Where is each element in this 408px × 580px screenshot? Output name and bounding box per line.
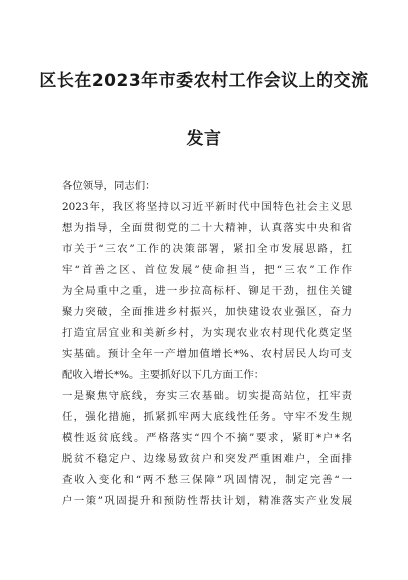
body-line: 打造宜居宜业和美新乡村，为实现农业农村现代化奠定坚 (62, 327, 352, 339)
salutation: 各位领导，同志们： (62, 180, 156, 192)
body-line: 牢“首善之区、首位发展”使命担当，把“三农”工作作 (62, 264, 352, 276)
body-line: 市关于“三农”工作的决策部署，紧扣全市发展思路，扛 (62, 243, 352, 255)
body-line: 模性返贫底线。严格落实“四个不摘”要求，紧盯*户*名 (62, 432, 352, 444)
body-line: 聚力突破，全面推进乡村振兴，加快建设农业强区，奋力 (62, 306, 352, 318)
body-line: 配收入增长*%。主要抓好以下几方面工作： (62, 369, 265, 381)
body-line: 户一策”巩固提升和预防性帮扶计划，精准落实产业发展 (62, 495, 352, 507)
body-line: 为全局重中之重，进一步拉高标杆、铆足干劲，扭住关键 (62, 285, 352, 297)
body-line: 任，强化措施，抓紧抓牢两大底线性任务。守牢不发生规 (62, 411, 352, 423)
body-line: 实基础。预计全年一产增加值增长*%、农村居民人均可支 (62, 348, 352, 360)
body-line: 2023年，我区将坚持以习近平新时代中国特色社会主义思 (62, 201, 352, 213)
document-title-line-1: 区长在2023年市委农村工作会议上的交流 (39, 71, 369, 91)
body-line: 想为指导，全面贯彻党的二十大精神，认真落实中央和省 (62, 222, 352, 234)
document-title-line-2: 发言 (186, 129, 222, 149)
body-line: 脱贫不稳定户、边缘易致贫户和突发严重困难户，全面排 (62, 453, 352, 465)
body-line: 查收入变化和“两不愁三保障”巩固情况，制定完善“一 (62, 474, 352, 486)
body-line: 一是聚焦守底线，夯实三农基础。切实提高站位，扛牢责 (62, 390, 352, 402)
